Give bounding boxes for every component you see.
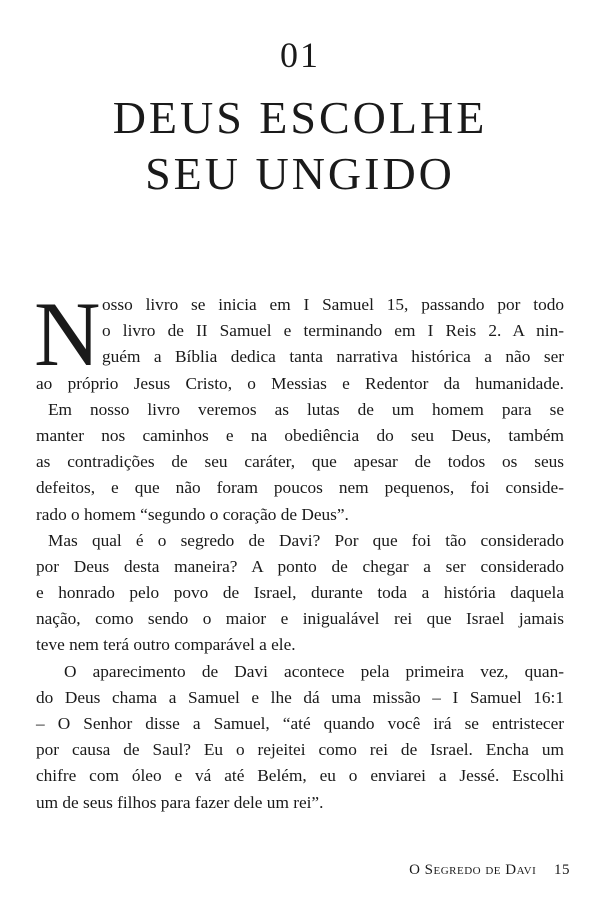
text-line: um de seus filhos para fazer dele um rei”.	[36, 792, 324, 812]
text-line: o livro de II Samuel e terminando em I Reis 2. A nin-	[102, 321, 564, 341]
text-line: e honrado pelo povo de Israel, durante toda a história daquela	[36, 583, 564, 603]
text-line: rado o homem “segundo o coração de Deus”.	[36, 504, 349, 524]
text-line: Em nosso livro veremos as lutas de um homem para se	[48, 399, 564, 419]
page-footer	[409, 862, 570, 879]
chapter-title	[0, 90, 600, 202]
text-line: defeitos, e que não foram poucos nem pequenos, foi conside-	[36, 478, 564, 498]
text-line: por Deus desta maneira? A ponto de chegar a ser considerado	[36, 556, 564, 576]
drop-cap: N	[34, 283, 101, 385]
text-line: Mas qual é o segredo de Davi? Por que foi tão considerado	[48, 530, 564, 550]
text-line: do Deus chama a Samuel e lhe dá uma missão – I Samuel 16:1	[36, 687, 564, 707]
page-number: 15	[554, 862, 570, 878]
text-line: chifre com óleo e vá até Belém, eu o enviarei a Jessé. Escolhi	[36, 766, 564, 786]
body-text	[34, 283, 564, 816]
chapter-title-line-2: SEU UNGIDO	[145, 148, 455, 199]
text-line: nação, como sendo o maior e inigualável rei que Israel jamais	[36, 609, 564, 629]
chapter-number: 01	[280, 35, 320, 75]
text-line: guém a Bíblia dedica tanta narrativa histórica a não ser	[102, 347, 564, 367]
text-line: teve nem terá outro comparável a ele.	[36, 635, 296, 655]
text-line: O aparecimento de Davi acontece pela primeira vez, quan-	[64, 661, 564, 681]
running-title: O Segredo de Davi	[409, 862, 537, 878]
chapter-title-line-1: DEUS ESCOLHE	[112, 92, 488, 143]
text-line: por causa de Saul? Eu o rejeitei como rei de Israel. Encha um	[36, 740, 564, 760]
text-line: osso livro se inicia em I Samuel 15, passando por todo	[102, 295, 564, 314]
text-line: as contradições de seu caráter, que apesar de todos os seus	[36, 452, 564, 472]
text-line: ao próprio Jesus Cristo, o Messias e Redentor da humanidade.	[36, 373, 564, 393]
text-line: – O Senhor disse a Samuel, “até quando você irá se entristecer	[36, 714, 564, 733]
text-line: manter nos caminhos e na obediência do seu Deus, também	[36, 425, 564, 445]
